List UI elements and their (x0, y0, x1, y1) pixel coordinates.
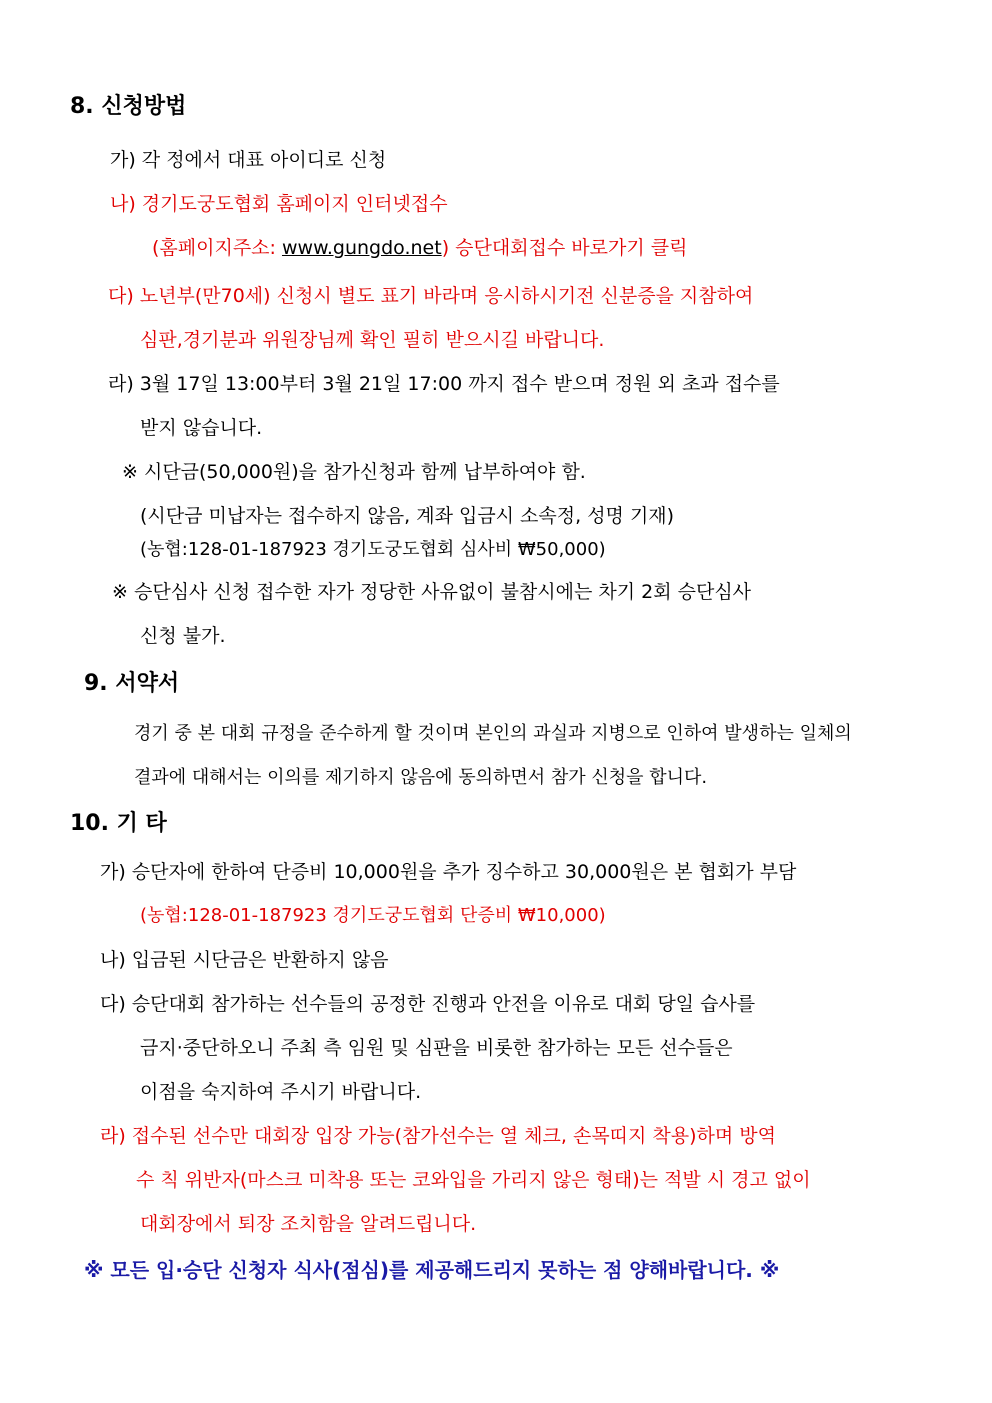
sec8-note-absence-2: 신청 불가. (140, 625, 226, 647)
section-10-heading: 10. 기 타 (70, 811, 167, 836)
section-9-heading: 9. 서약서 (84, 671, 180, 696)
sec8-item-ra-1: 라) 3월 17일 13:00부터 3월 21일 17:00 까지 접수 받으며 정원 외 초과 접수를 (108, 373, 780, 395)
sec10-item-ra-2: 수 칙 위반자(마스크 미착용 또는 코와입을 가리지 않은 형태)는 적발 시 경고 없이 (136, 1169, 811, 1191)
sec10-item-na: 나) 입금된 시단금은 반환하지 않음 (100, 949, 389, 971)
sec10-item-ga: 가) 승단자에 한하여 단증비 10,000원을 추가 징수하고 30,000원은 본 협회가 부담 (100, 861, 797, 883)
sec10-item-da-2: 금지·중단하오니 주최 측 임원 및 심판을 비롯한 참가하는 모든 선수들은 (140, 1037, 733, 1059)
homepage-url-link[interactable]: www.gungdo.net (281, 237, 442, 259)
sec8-item-ga: 가) 각 정에서 대표 아이디로 신청 (110, 149, 387, 171)
section-8-heading: 8. 신청방법 (70, 94, 187, 119)
sec8-note-fee-detail: (시단금 미납자는 접수하지 않음, 계좌 입금시 소속정, 성명 기재) (140, 505, 675, 527)
sec8-item-da-1: 다) 노년부(만70세) 신청시 별도 표기 바라며 응시하시기전 신분증을 지참하여 (108, 285, 754, 307)
sec10-item-da-3: 이점을 숙지하여 주시기 바랍니다. (140, 1081, 422, 1103)
sec10-account: (농협:128-01-187923 경기도궁도협회 단증비 ₩10,000) (140, 905, 606, 926)
sec9-pledge-2: 결과에 대해서는 이의를 제기하지 않음에 동의하면서 참가 신청을 합니다. (134, 767, 708, 788)
sec10-item-ra-1: 라) 접수된 선수만 대회장 입장 가능(참가선수는 열 체크, 손목띠지 착용)하며 방역 (100, 1125, 777, 1147)
homepage-line (152, 236, 687, 260)
sec10-item-ra-3: 대회장에서 퇴장 조치함을 알려드립니다. (140, 1213, 477, 1235)
sec8-item-da-2: 심판,경기분과 위원장님께 확인 필히 받으시길 바랍니다. (140, 329, 605, 351)
sec8-note-absence-1: ※ 승단심사 신청 접수한 자가 정당한 사유없이 불참시에는 차기 2회 승단심사 (112, 581, 752, 603)
homepage-suffix: ) 승단대회접수 바로가기 클릭 (441, 237, 688, 259)
sec10-item-da-1: 다) 승단대회 참가하는 선수들의 공정한 진행과 안전을 이유로 대회 당일 습사를 (100, 993, 756, 1015)
sec8-account: (농협:128-01-187923 경기도궁도협회 심사비 ₩50,000) (140, 539, 606, 560)
sec8-note-fee: ※ 시단금(50,000원)을 참가신청과 함께 납부하여야 함. (122, 461, 586, 483)
meal-notice: ※ 모든 입·승단 신청자 식사(점심)를 제공해드리지 못하는 점 양해바랍니다. ※ (84, 1258, 780, 1282)
sec9-pledge-1: 경기 중 본 대회 규정을 준수하게 할 것이며 본인의 과실과 지병으로 인하여 발생하는 일체의 (134, 723, 852, 744)
homepage-label: (홈페이지주소: (152, 237, 282, 259)
sec8-item-ra-2: 받지 않습니다. (140, 417, 263, 439)
sec8-item-na: 나) 경기도궁도협회 홈페이지 인터넷접수 (110, 193, 448, 215)
